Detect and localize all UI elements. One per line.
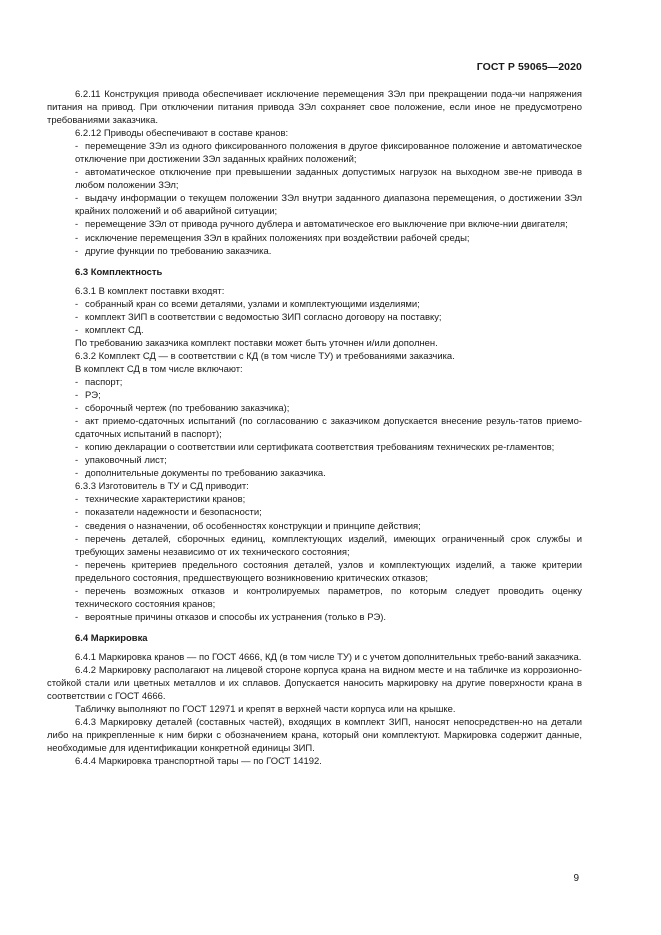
- list-dash: -: [75, 611, 79, 623]
- list-item: [47, 585, 582, 611]
- list-dash: -: [75, 455, 79, 467]
- list-item: [47, 298, 582, 311]
- page-number: 9: [573, 873, 579, 884]
- list-dash: -: [75, 494, 79, 506]
- list-dash: -: [75, 507, 79, 519]
- list-item: [47, 611, 582, 624]
- list-item-text: дополнительные документы по требованию заказчика.: [85, 468, 326, 480]
- list-item-text: показатели надежности и безопасности;: [85, 507, 262, 519]
- list-item: [47, 533, 582, 559]
- list-dash: -: [75, 520, 79, 532]
- list-item-text: автоматическое отключение при превышении заданных допустимых нагрузок на выходном зве-не привода в любом положении ЗЭл;: [75, 167, 582, 192]
- list-item-text: сборочный чертеж (по требованию заказчика);: [85, 403, 290, 415]
- list-item: [47, 493, 582, 506]
- list-item-text: перечень деталей, сборочных единиц, комплектующих изделий, имеющих ограниченный срок службы и требующих замены независимо от их технического состояния;: [75, 533, 582, 558]
- list-dash: -: [75, 403, 79, 415]
- list-item-text: технические характеристики кранов;: [85, 494, 246, 506]
- paragraph: В комплект СД в том числе включают:: [75, 363, 243, 375]
- list-item: [47, 559, 582, 585]
- list-dash: -: [75, 311, 79, 323]
- document-body: [47, 88, 582, 768]
- list-dash: -: [75, 167, 79, 179]
- list-item-text: исключение перемещения ЗЭл в крайних положениях при воздействии рабочей среды;: [85, 232, 470, 244]
- list-item-text: паспорт;: [85, 376, 123, 388]
- list-item: [47, 376, 582, 389]
- list-dash: -: [75, 245, 79, 257]
- list-item: [47, 245, 582, 258]
- list-item: [47, 415, 582, 441]
- list-item: [47, 454, 582, 467]
- list-dash: -: [75, 219, 79, 231]
- list-dash: -: [75, 232, 79, 244]
- list-dash: -: [75, 585, 79, 597]
- list-item: [47, 324, 582, 337]
- list-dash: -: [75, 390, 79, 402]
- list-item: [47, 506, 582, 519]
- list-item-text: собранный кран со всеми деталями, узлами и комплектующими изделиями;: [85, 298, 420, 310]
- list-item: [47, 192, 582, 218]
- list-dash: -: [75, 324, 79, 336]
- list-item: [47, 232, 582, 245]
- paragraph: 6.3.1 В комплект поставки входят:: [75, 285, 225, 297]
- section-heading: 6.4 Маркировка: [75, 632, 148, 644]
- list-item-text: копию декларации о соответствии или сертификата соответствия требованиям технических ре-гламентов;: [85, 442, 555, 454]
- standard-designation: ГОСТ Р 59065—2020: [476, 61, 582, 73]
- list-item-text: перемещение ЗЭл от привода ручного дублера и автоматическое его выключение при включе-нии двигателя;: [85, 219, 568, 231]
- list-item: [47, 218, 582, 231]
- list-item-text: перечень критериев предельного состояния деталей, узлов и комплектующих изделий, а также критерии предельного состояния, предшествующего возникновению критических отказов;: [75, 559, 582, 584]
- paragraph: Табличку выполняют по ГОСТ 12971 и крепят в верхней части корпуса или на крышке.: [75, 704, 456, 716]
- list-item: [47, 166, 582, 192]
- list-item: [47, 402, 582, 415]
- list-item: [47, 467, 582, 480]
- list-item-text: перемещение ЗЭл из одного фиксированного положения в другое фиксированное положение и автоматическое отключение при достижении ЗЭл заданных крайних положений;: [75, 141, 582, 166]
- list-dash: -: [75, 442, 79, 454]
- paragraph: 6.2.11 Конструкция привода обеспечивает исключение перемещения ЗЭл при прекращении пода-чи напряжения питания на привод. При отключении питания привода ЗЭл сохраняет свое положение, если иное не предусмотрено требованиями заказчика.: [47, 89, 582, 127]
- list-item: [47, 520, 582, 533]
- paragraph: 6.2.12 Приводы обеспечивают в составе кранов:: [75, 128, 289, 140]
- list-item-text: упаковочный лист;: [85, 455, 167, 467]
- list-item: [47, 441, 582, 454]
- list-item-text: выдачу информации о текущем положении ЗЭл внутри заданного диапазона перемещения, о достижении ЗЭл крайних положений и об аварийной ситуации;: [75, 193, 582, 218]
- list-dash: -: [75, 533, 79, 545]
- list-dash: -: [75, 298, 79, 310]
- list-item-text: акт приемо-сдаточных испытаний (по согласованию с заказчиком допускается внесение резуль-татов приемо-сдаточных испытаний в паспорт);: [75, 416, 582, 441]
- list-item-text: другие функции по требованию заказчика.: [85, 245, 272, 257]
- list-dash: -: [75, 468, 79, 480]
- paragraph: По требованию заказчика комплект поставки может быть уточнен и/или дополнен.: [75, 337, 438, 349]
- list-dash: -: [75, 376, 79, 388]
- paragraph: 6.3.2 Комплект СД — в соответствии с КД (в том числе ТУ) и требованиями заказчика.: [75, 350, 455, 362]
- list-item-text: комплект ЗИП в соответствии с ведомостью ЗИП согласно договору на поставку;: [85, 311, 442, 323]
- section-heading: 6.3 Комплектность: [75, 266, 163, 278]
- list-dash: -: [75, 416, 79, 428]
- paragraph: 6.3.3 Изготовитель в ТУ и СД приводит:: [75, 481, 249, 493]
- paragraph: 6.4.1 Маркировка кранов — по ГОСТ 4666, КД (в том числе ТУ) и с учетом дополнительных требо-ваний заказчика.: [75, 651, 582, 663]
- paragraph: 6.4.2 Маркировку располагают на лицевой стороне корпуса крана на видном месте и на табличке из коррозионно-стойкой стали или цветных металлов и их сплавов. Допускается наносить маркировку на другие поверхности крана в соответствии с ГОСТ 4666.: [47, 664, 582, 703]
- list-item: [47, 140, 582, 166]
- list-item: [47, 389, 582, 402]
- list-item-text: сведения о назначении, об особенностях конструкции и принципе действия;: [85, 520, 421, 532]
- list-item-text: комплект СД.: [85, 324, 144, 336]
- list-item-text: перечень возможных отказов и контролируемых параметров, по которым следует проводить оценку технического состояния кранов;: [75, 585, 582, 610]
- paragraph: 6.4.3 Маркировку деталей (составных частей), входящих в комплект ЗИП, наносят непосредствен-но на детали либо на прикрепленные к ним бирки с обозначением крана, который они комплектуют. Маркировка содержит данные, необходимые для идентификации конкретной единицы ЗИП.: [47, 717, 582, 755]
- list-dash: -: [75, 193, 79, 205]
- list-dash: -: [75, 559, 79, 571]
- list-item-text: РЭ;: [85, 390, 101, 402]
- paragraph: 6.4.4 Маркировка транспортной тары — по ГОСТ 14192.: [75, 756, 322, 768]
- list-item-text: вероятные причины отказов и способы их устранения (только в РЭ).: [85, 611, 387, 623]
- list-dash: -: [75, 141, 79, 153]
- list-item: [47, 311, 582, 324]
